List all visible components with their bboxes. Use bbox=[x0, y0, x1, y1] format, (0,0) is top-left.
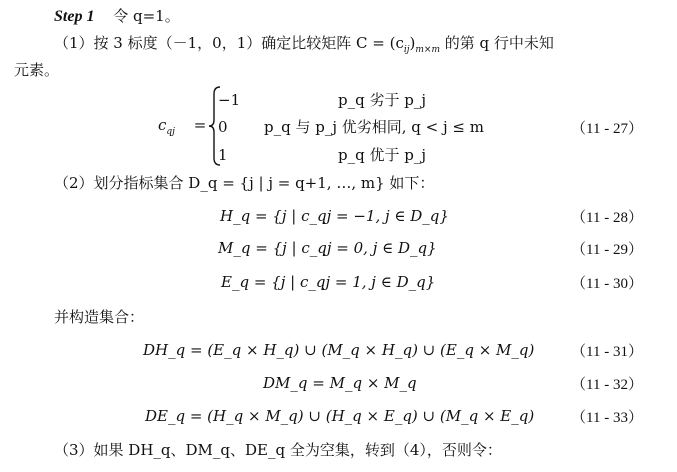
paragraph-3: 并构造集合： bbox=[54, 308, 145, 326]
paragraph-1-sub-mm: m×m bbox=[415, 45, 440, 55]
eq-11-29: M_q = {j | c_qj = 0, j ∈ D_q} bbox=[218, 239, 437, 257]
eq-11-27-number: （11 - 27） bbox=[571, 121, 643, 137]
eq-11-27-case-3-value: 1 bbox=[218, 146, 228, 164]
eq-11-28: H_q = {j | c_qj = −1, j ∈ D_q} bbox=[220, 207, 449, 225]
eq-11-28-number: （11 - 28） bbox=[571, 210, 643, 226]
eq-11-33-number: （11 - 33） bbox=[571, 410, 643, 426]
eq-11-27-case-1-value: −1 bbox=[218, 91, 241, 109]
eq-11-27-lhs-symbol: c bbox=[158, 116, 167, 134]
eq-11-27-case-1-condition: p_q 劣于 p_j bbox=[338, 91, 426, 109]
paragraph-1-line-1 bbox=[54, 33, 554, 60]
paragraph-1-sub-ij: ij bbox=[403, 45, 410, 55]
eq-11-31: DH_q = (E_q × H_q) ∪ (M_q × H_q) ∪ (E_q × M_q) bbox=[143, 341, 535, 359]
eq-11-27-case-2-condition: p_q 与 p_j 优劣相同, q < j ≤ m bbox=[264, 118, 484, 136]
eq-11-31-number: （11 - 31） bbox=[571, 344, 643, 360]
eq-11-27-lhs bbox=[158, 115, 206, 142]
eq-11-32: DM_q = M_q × M_q bbox=[263, 374, 417, 392]
eq-11-27-lhs-sub: qj bbox=[166, 127, 175, 137]
eq-11-29-number: （11 - 29） bbox=[571, 242, 643, 258]
paragraph-1-line-2: 元素。 bbox=[14, 61, 60, 79]
step-text: 令 q=1。 bbox=[113, 7, 180, 25]
eq-11-30-number: （11 - 30） bbox=[571, 276, 643, 292]
paragraph-1-text-c: 的第 q 行中未知 bbox=[440, 34, 554, 52]
eq-11-33: DE_q = (H_q × M_q) ∪ (H_q × E_q) ∪ (M_q × E_q) bbox=[145, 407, 535, 425]
eq-11-32-number: （11 - 32） bbox=[571, 377, 643, 393]
paragraph-4: （3）如果 DH_q、DM_q、DE_q 全为空集，转到（4），否则令： bbox=[54, 441, 502, 459]
eq-11-27-case-2-value: 0 bbox=[218, 118, 228, 136]
paragraph-2: （2）划分指标集合 D_q = {j | j = q+1, …, m} 如下： bbox=[54, 174, 435, 192]
eq-11-27-case-3-condition: p_q 优于 p_j bbox=[338, 146, 426, 164]
eq-11-30: E_q = {j | c_qj = 1, j ∈ D_q} bbox=[221, 273, 436, 291]
eq-11-27-equals: = bbox=[193, 116, 207, 134]
step-label: Step 1 bbox=[54, 8, 95, 25]
step-heading bbox=[54, 6, 180, 27]
paragraph-1-text-b: ) bbox=[409, 34, 416, 52]
paragraph-1-text-a: （1）按 3 标度（－1，0，1）确定比较矩阵 C = (c bbox=[54, 34, 404, 52]
